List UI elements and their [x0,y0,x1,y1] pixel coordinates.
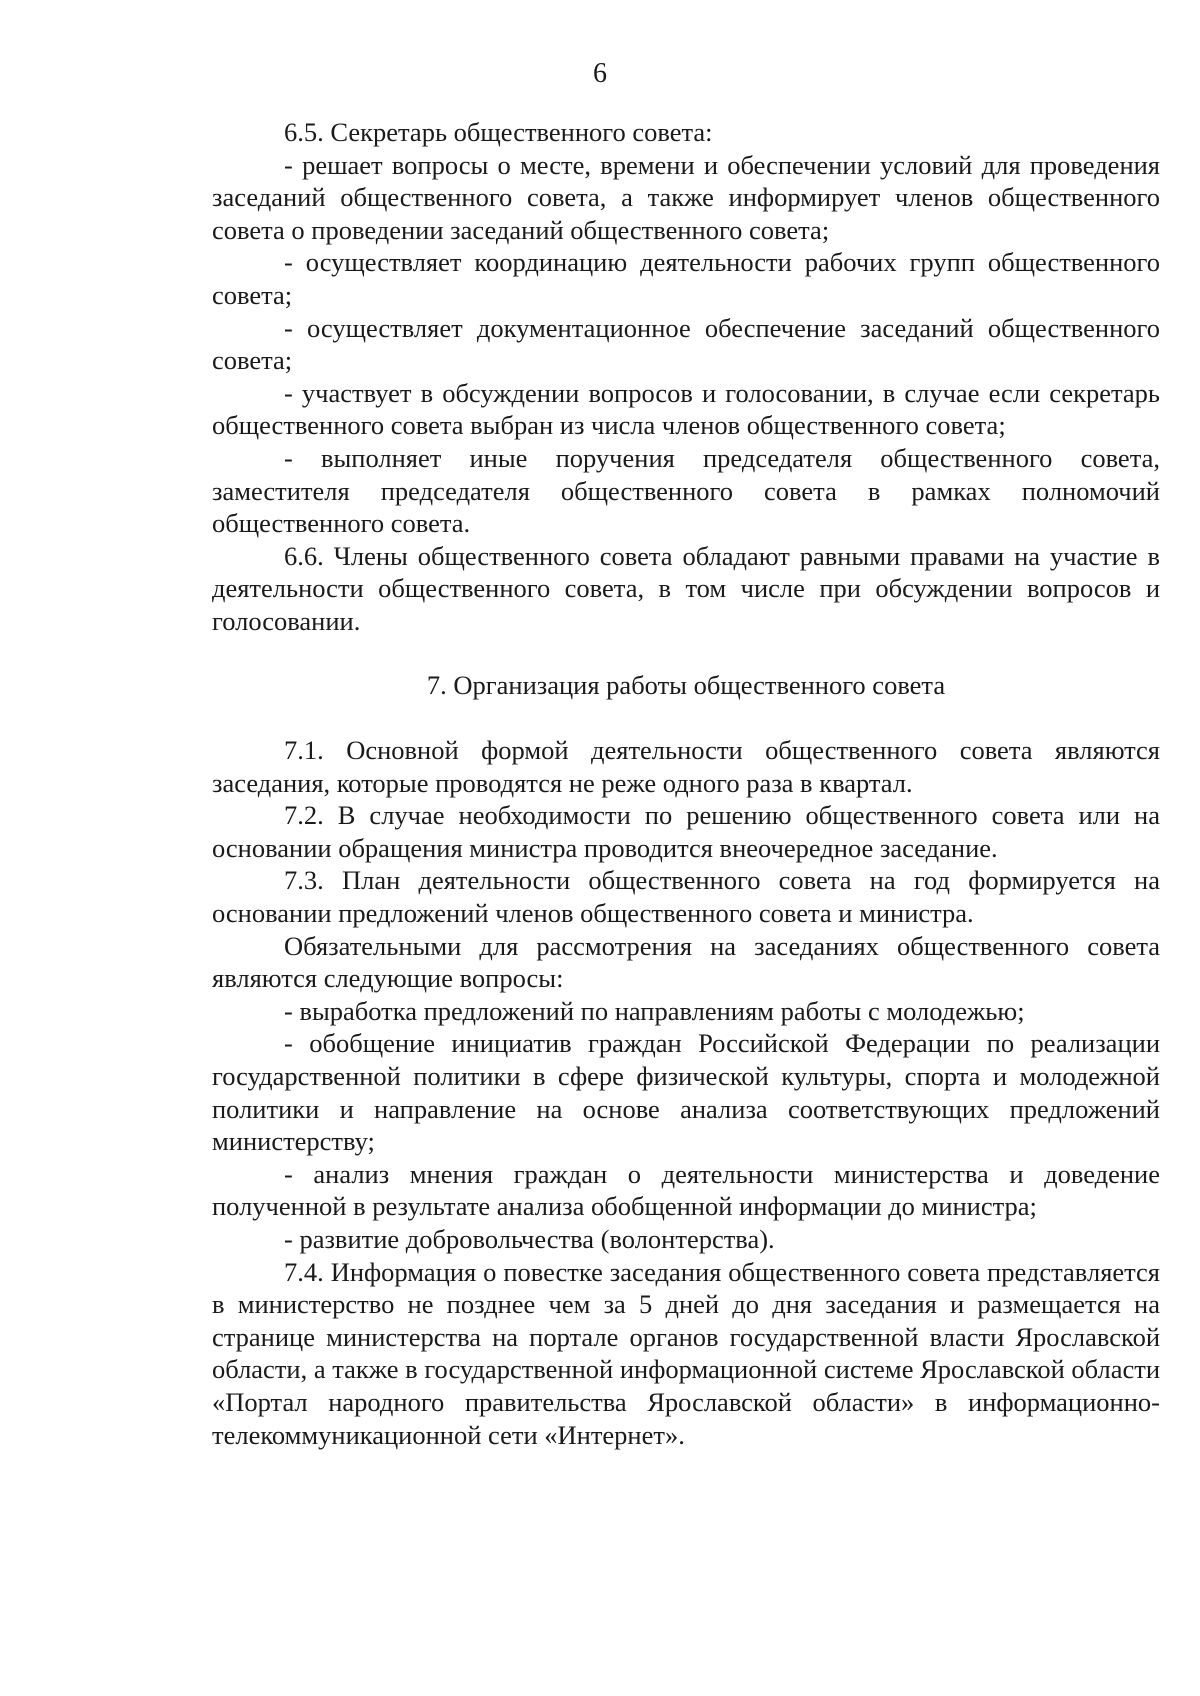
paragraph-6-5-item-3: - осуществляет документационное обеспечение заседаний общественного совета; [212,312,1160,376]
paragraph-question-4: - развитие добровольчества (волонтерства). [284,1224,775,1254]
paragraph-question-3: - анализ мнения граждан о деятельности министерства и доведение полученной в результате анализа обобщенной информации до министра; [212,1158,1160,1222]
section-heading-7: 7. Организация работы общественного совета [426,669,946,700]
paragraph-question-1: - выработка предложений по направлениям работы с молодежью; [284,995,1025,1026]
paragraph-6-5-item-4: - участвует в обсуждении вопросов и голосовании, в случае если секретарь общественного совета выбран из числа членов общественного совета; [212,377,1160,441]
paragraph-7-4: 7.4. Информация о повестке заседания общественного совета представляется в министерство не позднее чем за 5 дней до дня заседания и размещается на странице министерства на портале органов государственной власти Ярославской области, а также в государственной информационной системе Ярославской области «Портал народного правительства Ярославской области» в информационно-телекоммуникационной сети «Интернет». [212,1256,1160,1450]
paragraph-mandatory-questions: Обязательными для рассмотрения на заседаниях общественного совета являются следующие вопросы: [212,930,1160,994]
paragraph-6-5-item-5: - выполняет иные поручения председателя общественного совета, заместителя председателя общественного совета в рамках полномочий общественного совета. [212,442,1160,539]
document-body [212,116,1160,1451]
paragraph-7-1: 7.1. Основной формой деятельности общественного совета являются заседания, которые проводятся не реже одного раза в квартал. [212,735,1160,798]
page-number: 6 [593,58,607,89]
paragraph-question-2: - обобщение инициатив граждан Российской Федерации по реализации государственной политики в сфере физической культуры, спорта и молодежной политики и направление на основе анализа соответствующих предложений министерству; [212,1028,1160,1157]
paragraph-7-3: 7.3. План деятельности общественного совета на год формируется на основании предложений членов общественного совета и министра. [212,865,1160,929]
paragraph-6-5-item-2: - осуществляет координацию деятельности рабочих групп общественного совета; [212,247,1160,310]
paragraph-6-6: 6.6. Члены общественного совета обладают равными правами на участие в деятельности общественного совета, в том числе при обсуждении вопросов и голосовании. [212,540,1160,636]
paragraph-6-5: 6.5. Секретарь общественного совета: [284,117,713,147]
paragraph-6-5-item-1: - решает вопросы о месте, времени и обеспечении условий для проведения заседаний общественного совета, а также информирует членов общественного совета о проведении заседаний общественного совета; [212,149,1160,245]
paragraph-7-2: 7.2. В случае необходимости по решению общественного совета или на основании обращения министра проводится внеочередное заседание. [212,800,1160,863]
